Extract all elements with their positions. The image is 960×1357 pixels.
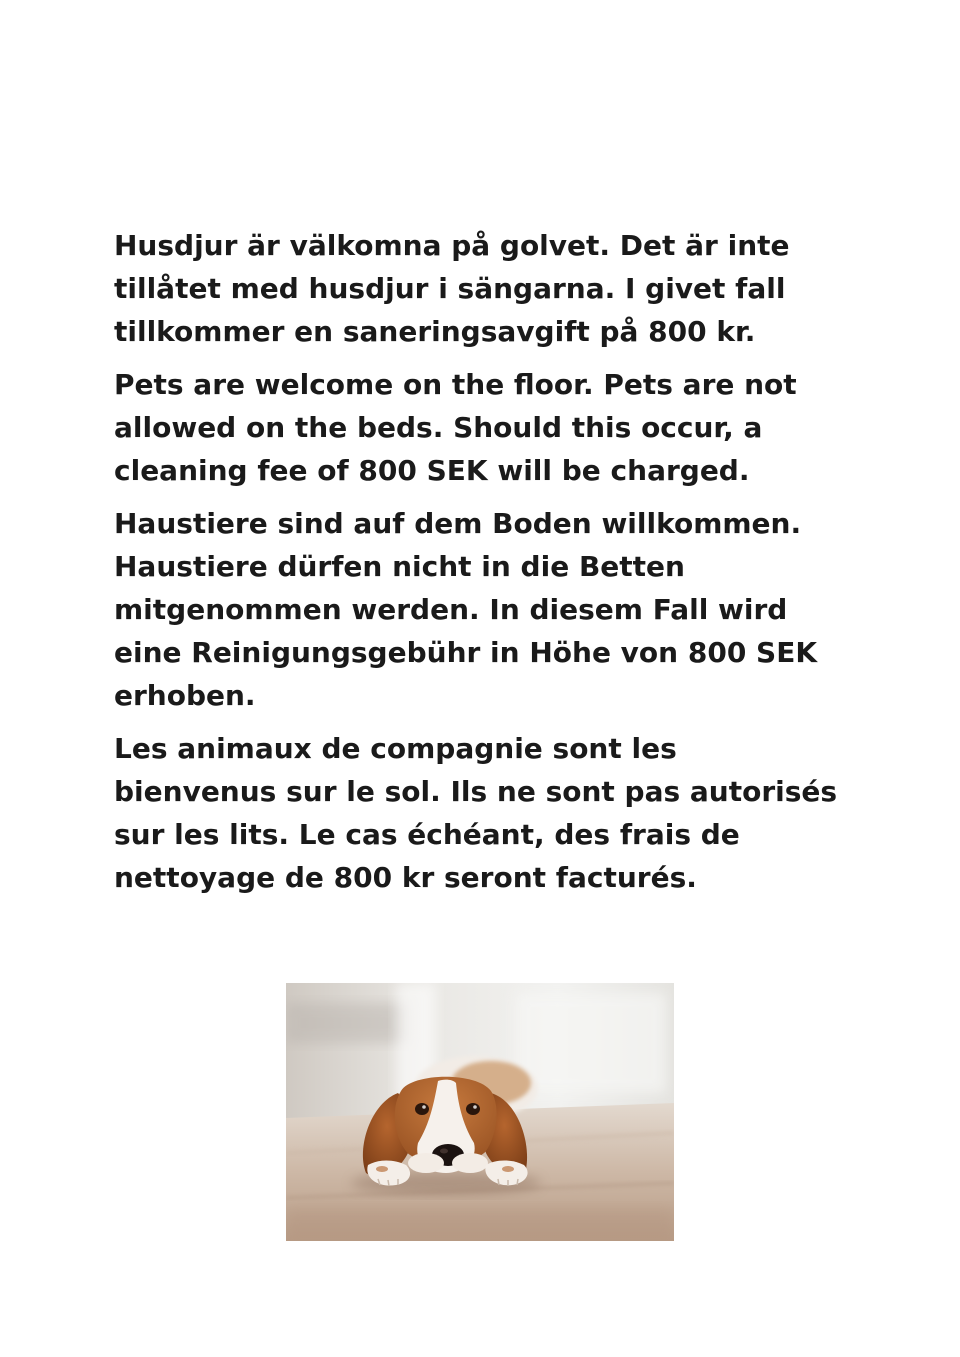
text-line: sur les lits. Le cas échéant, des frais de	[114, 818, 740, 851]
text-line: Haustiere dürfen nicht in die Betten	[114, 550, 685, 583]
text-line: tillåtet med husdjur i sängarna. I givet fall	[114, 272, 786, 305]
beagle-puppy-illustration	[286, 983, 674, 1241]
notice-text-block	[114, 224, 874, 909]
paragraph-english	[114, 363, 874, 492]
text-line: Les animaux de compagnie sont les	[114, 732, 677, 765]
text-line: cleaning fee of 800 SEK will be charged.	[114, 454, 750, 487]
beagle-puppy-photo	[286, 983, 674, 1241]
paragraph-swedish	[114, 224, 874, 353]
text-line: Husdjur är välkomna på golvet. Det är inte	[114, 229, 790, 262]
text-line: tillkommer en saneringsavgift på 800 kr.	[114, 315, 756, 348]
text-line: Pets are welcome on the floor. Pets are not	[114, 368, 797, 401]
paragraph-german	[114, 502, 874, 717]
text-line: erhoben.	[114, 679, 256, 712]
text-line: allowed on the beds. Should this occur, a	[114, 411, 763, 444]
text-line: bienvenus sur le sol. Ils ne sont pas autorisés	[114, 775, 838, 808]
text-line: nettoyage de 800 kr seront facturés.	[114, 861, 697, 894]
text-line: mitgenommen werden. In diesem Fall wird	[114, 593, 788, 626]
text-line: eine Reinigungsgebühr in Höhe von 800 SEK	[114, 636, 818, 669]
paragraph-french	[114, 727, 874, 899]
text-line: Haustiere sind auf dem Boden willkommen.	[114, 507, 802, 540]
